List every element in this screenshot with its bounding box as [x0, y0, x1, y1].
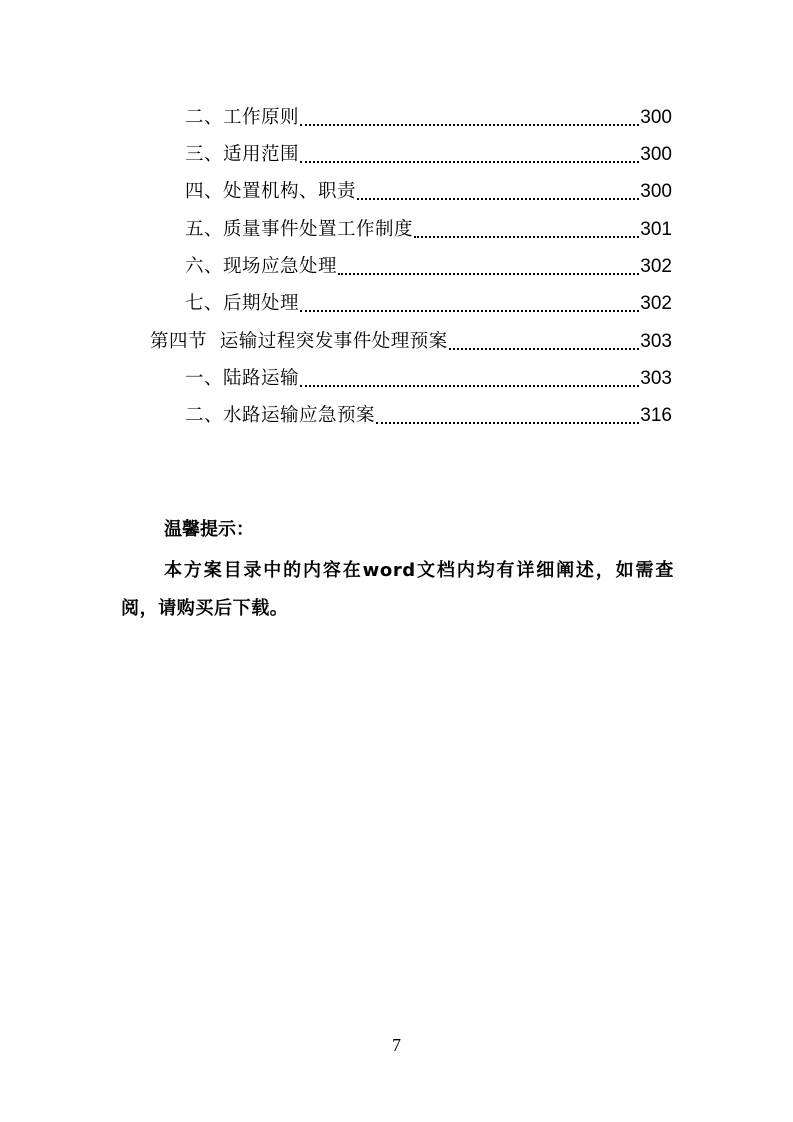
- toc-leader: [300, 157, 639, 163]
- toc-entry-label: 第四节 运输过程突发事件处理预案: [150, 331, 448, 352]
- toc-entry[interactable]: [185, 142, 672, 168]
- toc-entry-page: 302: [640, 256, 672, 277]
- toc-leader: [300, 306, 639, 312]
- toc-entry-label: 一、陆路运输: [185, 368, 300, 389]
- toc-entry[interactable]: [185, 217, 672, 243]
- toc-leader: [376, 418, 639, 424]
- toc-entry-label: 三、适用范围: [185, 144, 300, 165]
- toc-entry-label: 七、后期处理: [185, 293, 300, 314]
- toc-entry[interactable]: [185, 291, 672, 317]
- toc-leader: [357, 194, 639, 200]
- notice-body: 本方案目录中的内容在word文档内均有详细阐述，如需查阅，请购买后下载。: [121, 560, 674, 619]
- toc-entry[interactable]: [185, 366, 672, 392]
- toc-section-entry[interactable]: [150, 329, 672, 355]
- toc-entry-page: 301: [640, 219, 672, 240]
- toc-entry-page: 300: [640, 181, 672, 202]
- notice-title: 温馨提示：: [164, 519, 254, 540]
- toc-entry-page: 303: [640, 331, 672, 352]
- toc-entry-label: 五、质量事件处置工作制度: [185, 219, 414, 240]
- toc-leader: [300, 120, 639, 126]
- toc-entry[interactable]: [185, 403, 672, 429]
- toc-entry-page: 303: [640, 368, 672, 389]
- toc-entry[interactable]: [185, 254, 672, 280]
- toc-entry-label: 六、现场应急处理: [185, 256, 338, 277]
- toc-entry-label: 二、水路运输应急预案: [185, 405, 376, 426]
- toc-entry-page: 300: [640, 144, 672, 165]
- toc-leader: [338, 269, 639, 275]
- toc-entry-label: 四、处置机构、职责: [185, 181, 357, 202]
- toc-entry-label: 二、工作原则: [185, 107, 300, 128]
- toc-entry-page: 302: [640, 293, 672, 314]
- toc-leader: [300, 381, 639, 387]
- page-number: 7: [392, 1035, 401, 1055]
- toc-entry[interactable]: [185, 179, 672, 205]
- toc-leader: [449, 344, 640, 350]
- toc-entry[interactable]: [185, 105, 672, 131]
- toc-leader: [414, 232, 639, 238]
- toc-entry-page: 316: [640, 405, 672, 426]
- toc-entry-page: 300: [640, 107, 672, 128]
